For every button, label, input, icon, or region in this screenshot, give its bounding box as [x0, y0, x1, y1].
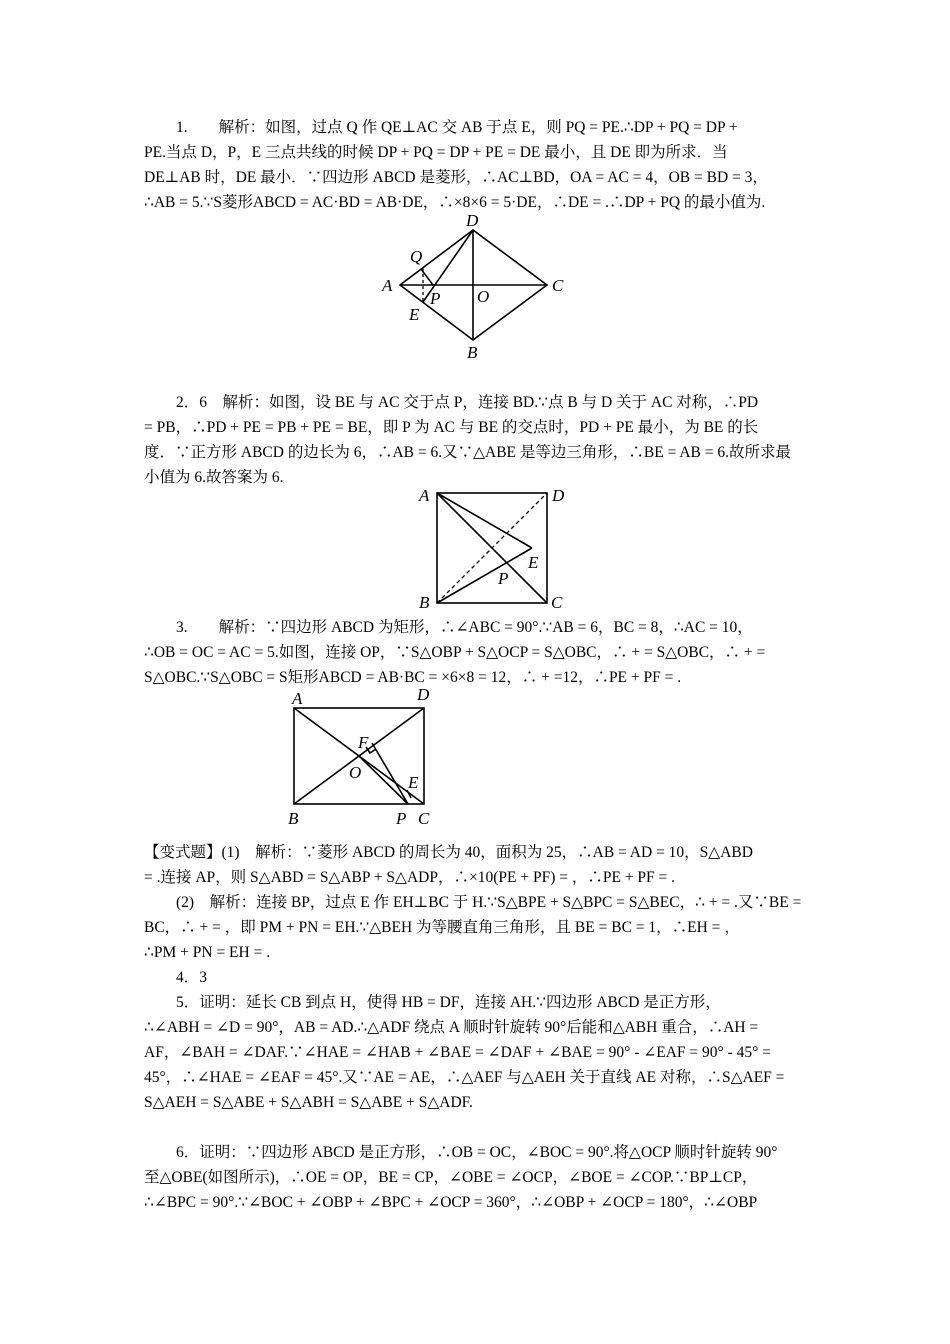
rhombus-figure — [375, 208, 575, 364]
p4-line-2: = .连接 AP，则 S△ABD = S△ABP + S△ADP，∴×10(PE + PF) = ，∴PE + PF = . — [144, 869, 676, 886]
p5-line-3: AF，∠BAH = ∠DAF.∵∠HAE = ∠HAB + ∠BAE = ∠DAF + ∠BAE = 90° - ∠EAF = 90° - 45° = — [144, 1044, 771, 1061]
p4-answer: 4．3 — [176, 969, 208, 986]
p2-line-2: = PB，∴PD + PE = PB + PE = BE，即 P 为 AC 与 BE 的交点时，PD + PE 最小，为 BE 的长 — [144, 419, 759, 436]
fig2-label-b: B — [419, 593, 430, 612]
p2-line-4: 小值为 6.故答案为 6. — [144, 469, 284, 486]
fig3-label-c: C — [418, 809, 430, 828]
p6-line-1: 6．证明：∵四边形 ABCD 是正方形，∴OB = OC，∠BOC = 90°.将△OCP 顺时针旋转 90° — [176, 1144, 778, 1161]
fig3-label-d: D — [417, 685, 430, 704]
fig1-label-q: Q — [410, 247, 423, 266]
fig1-label-d: D — [466, 211, 479, 230]
p4-line-3: (2) 解析：连接 BP，过点 E 作 EH⊥BC 于 H.∵S△BPE + S△BPC = S△BEC，∴ + = .又∵BE = — [176, 894, 802, 911]
p4-line-1: 【变式题】(1) 解析：∵菱形 ABCD 的周长为 40，面积为 25，∴AB = AD = 10，S△ABD — [144, 844, 753, 861]
p6-line-2: 至△OBE(如图所示)，∴OE = OP，BE = CP，∠OBE = ∠OCP，∠BOE = ∠COP.∵BP⊥CP， — [144, 1169, 758, 1186]
fig3-label-o: O — [349, 763, 362, 782]
fig3-label-p: P — [396, 809, 407, 828]
fig2-label-e: E — [528, 553, 539, 572]
fig3-label-e: E — [408, 773, 419, 792]
p4-line-4: BC，∴ + = ，即 PM + PN = EH.∵△BEH 为等腰直角三角形，且 BE = BC = 1，∴EH = ， — [144, 919, 740, 936]
p5-line-2: ∴∠ABH = ∠D = 90°，AB = AD.∴△ADF 绕点 A 顺时针旋转 90°后能和△ABH 重合，∴AH = — [144, 1019, 759, 1036]
fig1-label-e: E — [409, 305, 420, 324]
fig3-label-f: F — [358, 733, 369, 752]
p2-line-1: 2．6 解析：如图，设 BE 与 AC 交于点 P，连接 BD.∵点 B 与 D 关于 AC 对称，∴PD — [176, 394, 759, 411]
p1-line-2: PE.当点 D，P，E 三点共线的时候 DP + PQ = DP + PE = DE 最小，且 DE 即为所求．当 — [144, 144, 728, 161]
p3-line-2: ∴OB = OC = AC = 5.如图，连接 OP，∵S△OBP + S△OCP = S△OBC，∴ + = S△OBC，∴ + = — [144, 644, 766, 661]
fig1-label-c: C — [552, 276, 564, 295]
fig3-label-b: B — [288, 809, 299, 828]
p5-line-1: 5．证明：延长 CB 到点 H，使得 HB = DF，连接 AH.∵四边形 ABCD 是正方形， — [176, 994, 721, 1011]
p2-line-3: 度．∵正方形 ABCD 的边长为 6，∴AB = 6.又∵△ABE 是等边三角形，∴BE = AB = 6.故所求最 — [144, 444, 791, 461]
fig2-label-c: C — [551, 593, 563, 612]
p5-line-4: 45°，∴∠HAE = ∠EAF = 45°.又∵AE = AE，∴△AEF 与△AEH 关于直线 AE 对称，∴S△AEF = — [144, 1069, 785, 1086]
fig1-label-o: O — [477, 287, 490, 306]
p1-line-3: DE⊥AB 时，DE 最小．∵四边形 ABCD 是菱形，∴AC⊥BD，OA = AC = 4，OB = BD = 3， — [144, 169, 768, 186]
fig1-label-a: A — [382, 276, 393, 295]
square-figure — [410, 482, 580, 614]
p4-line-5: ∴PM + PN = EH = . — [144, 944, 271, 961]
fig3-label-a: A — [292, 689, 303, 708]
fig2-label-p: P — [498, 569, 509, 588]
fig1-label-p: P — [430, 289, 441, 308]
p1-line-1: 1. 解析：如图，过点 Q 作 QE⊥AC 交 AB 于点 E，则 PQ = PE.∴DP + PQ = DP + — [176, 119, 738, 136]
p6-line-3: ∴∠BPC = 90°.∵∠BOC + ∠OBP + ∠BPC + ∠OCP = 360°，∴∠OBP + ∠OCP = 180°，∴∠OBP — [144, 1194, 758, 1211]
p3-line-1: 3. 解析：∵四边形 ABCD 为矩形，∴∠ABC = 90°.∵AB = 6，BC = 8，∴AC = 10， — [176, 619, 753, 636]
fig2-label-d: D — [552, 486, 565, 505]
rectangle-figure — [282, 682, 442, 828]
p3-line-3: S△OBC.∵S△OBC = S矩形ABCD = AB·BC = ×6×8 = 12，∴ + =12，∴PE + PF = . — [144, 669, 682, 686]
p5-line-5: S△AEH = S△ABE + S△ABH = S△ABE + S△ADF. — [144, 1094, 473, 1111]
fig1-label-b: B — [467, 343, 478, 362]
fig2-label-a: A — [419, 486, 430, 505]
p1-line-4: ∴AB = 5.∵S菱形ABCD = AC·BD = AB·DE，∴×8×6 = 5·DE，∴DE = .∴DP + PQ 的最小值为. — [144, 194, 766, 211]
